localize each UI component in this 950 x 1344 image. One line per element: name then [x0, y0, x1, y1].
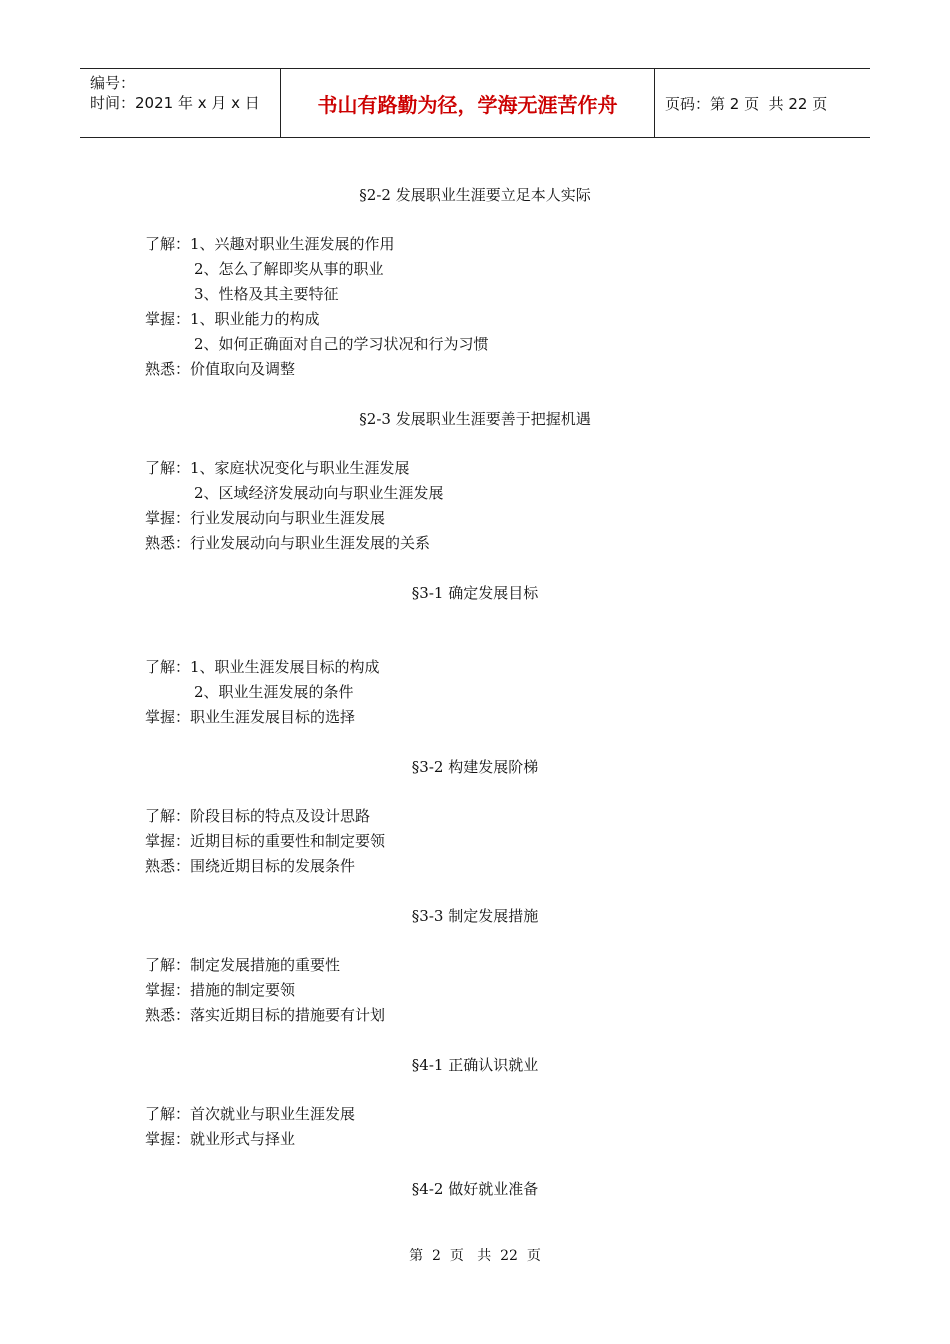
section-line: 2、怎么了解即奖从事的职业: [194, 260, 384, 278]
section-title: §2-2 发展职业生涯要立足本人实际: [359, 186, 591, 204]
section-spacer: [145, 630, 805, 655]
section-line: 熟悉：行业发展动向与职业生涯发展的关系: [145, 534, 431, 552]
section-line: 掌握：职业生涯发展目标的选择: [145, 708, 356, 726]
section-title: §3-2 构建发展阶梯: [411, 758, 539, 776]
section-line: 熟悉：价值取向及调整: [145, 360, 296, 378]
section-block: [145, 755, 805, 879]
header-page-info: [655, 69, 870, 137]
section-line: 2、如何正确面对自己的学习状况和行为习惯: [194, 335, 489, 353]
header-meta: [80, 69, 281, 137]
section-block: [145, 1177, 805, 1202]
page-header: [80, 68, 870, 138]
page-footer: [0, 1245, 950, 1265]
section-title: §2-3 发展职业生涯要善于把握机遇: [359, 410, 591, 428]
section-block: [145, 1053, 805, 1152]
section-title: §4-1 正确认识就业: [411, 1056, 539, 1074]
section-block: [145, 581, 805, 730]
section-line: 了解：1、家庭状况变化与职业生涯发展: [145, 459, 410, 477]
section-line: 掌握：近期目标的重要性和制定要领: [145, 832, 386, 850]
section-line: 了解：首次就业与职业生涯发展: [145, 1105, 356, 1123]
section-line: 2、职业生涯发展的条件: [194, 683, 354, 701]
document-number-label: 编号：: [90, 74, 136, 92]
header-page-info-text: 页码：第 2 页 共 22 页: [665, 94, 828, 113]
section-line: 熟悉：围绕近期目标的发展条件: [145, 857, 356, 875]
section-line: 熟悉：落实近期目标的措施要有计划: [145, 1006, 386, 1024]
section-line: 了解：阶段目标的特点及设计思路: [145, 807, 371, 825]
section-line: 掌握：措施的制定要领: [145, 981, 296, 999]
section-title: §3-1 确定发展目标: [411, 584, 539, 602]
section-line: 掌握：1、职业能力的构成: [145, 310, 320, 328]
section-line: 掌握：就业形式与择业: [145, 1130, 296, 1148]
header-motto: 书山有路勤为径，学海无涯苦作舟: [281, 69, 655, 137]
section-block: [145, 407, 805, 556]
document-date: 时间：2021 年 x 月 x 日: [90, 94, 260, 112]
section-line: 了解：制定发展措施的重要性: [145, 956, 341, 974]
section-line: 掌握：行业发展动向与职业生涯发展: [145, 509, 386, 527]
section-title: §3-3 制定发展措施: [411, 907, 539, 925]
section-line: 了解：1、职业生涯发展目标的构成: [145, 658, 380, 676]
section-block: [145, 904, 805, 1028]
section-block: [145, 183, 805, 382]
section-line: 了解：1、兴趣对职业生涯发展的作用: [145, 235, 395, 253]
section-title: §4-2 做好就业准备: [411, 1180, 539, 1198]
document-body: [145, 183, 805, 1227]
section-line: 2、区域经济发展动向与职业生涯发展: [194, 484, 444, 502]
section-line: 3、性格及其主要特征: [194, 285, 339, 303]
footer-page-number: 第 2 页 共 22 页: [409, 1248, 541, 1264]
